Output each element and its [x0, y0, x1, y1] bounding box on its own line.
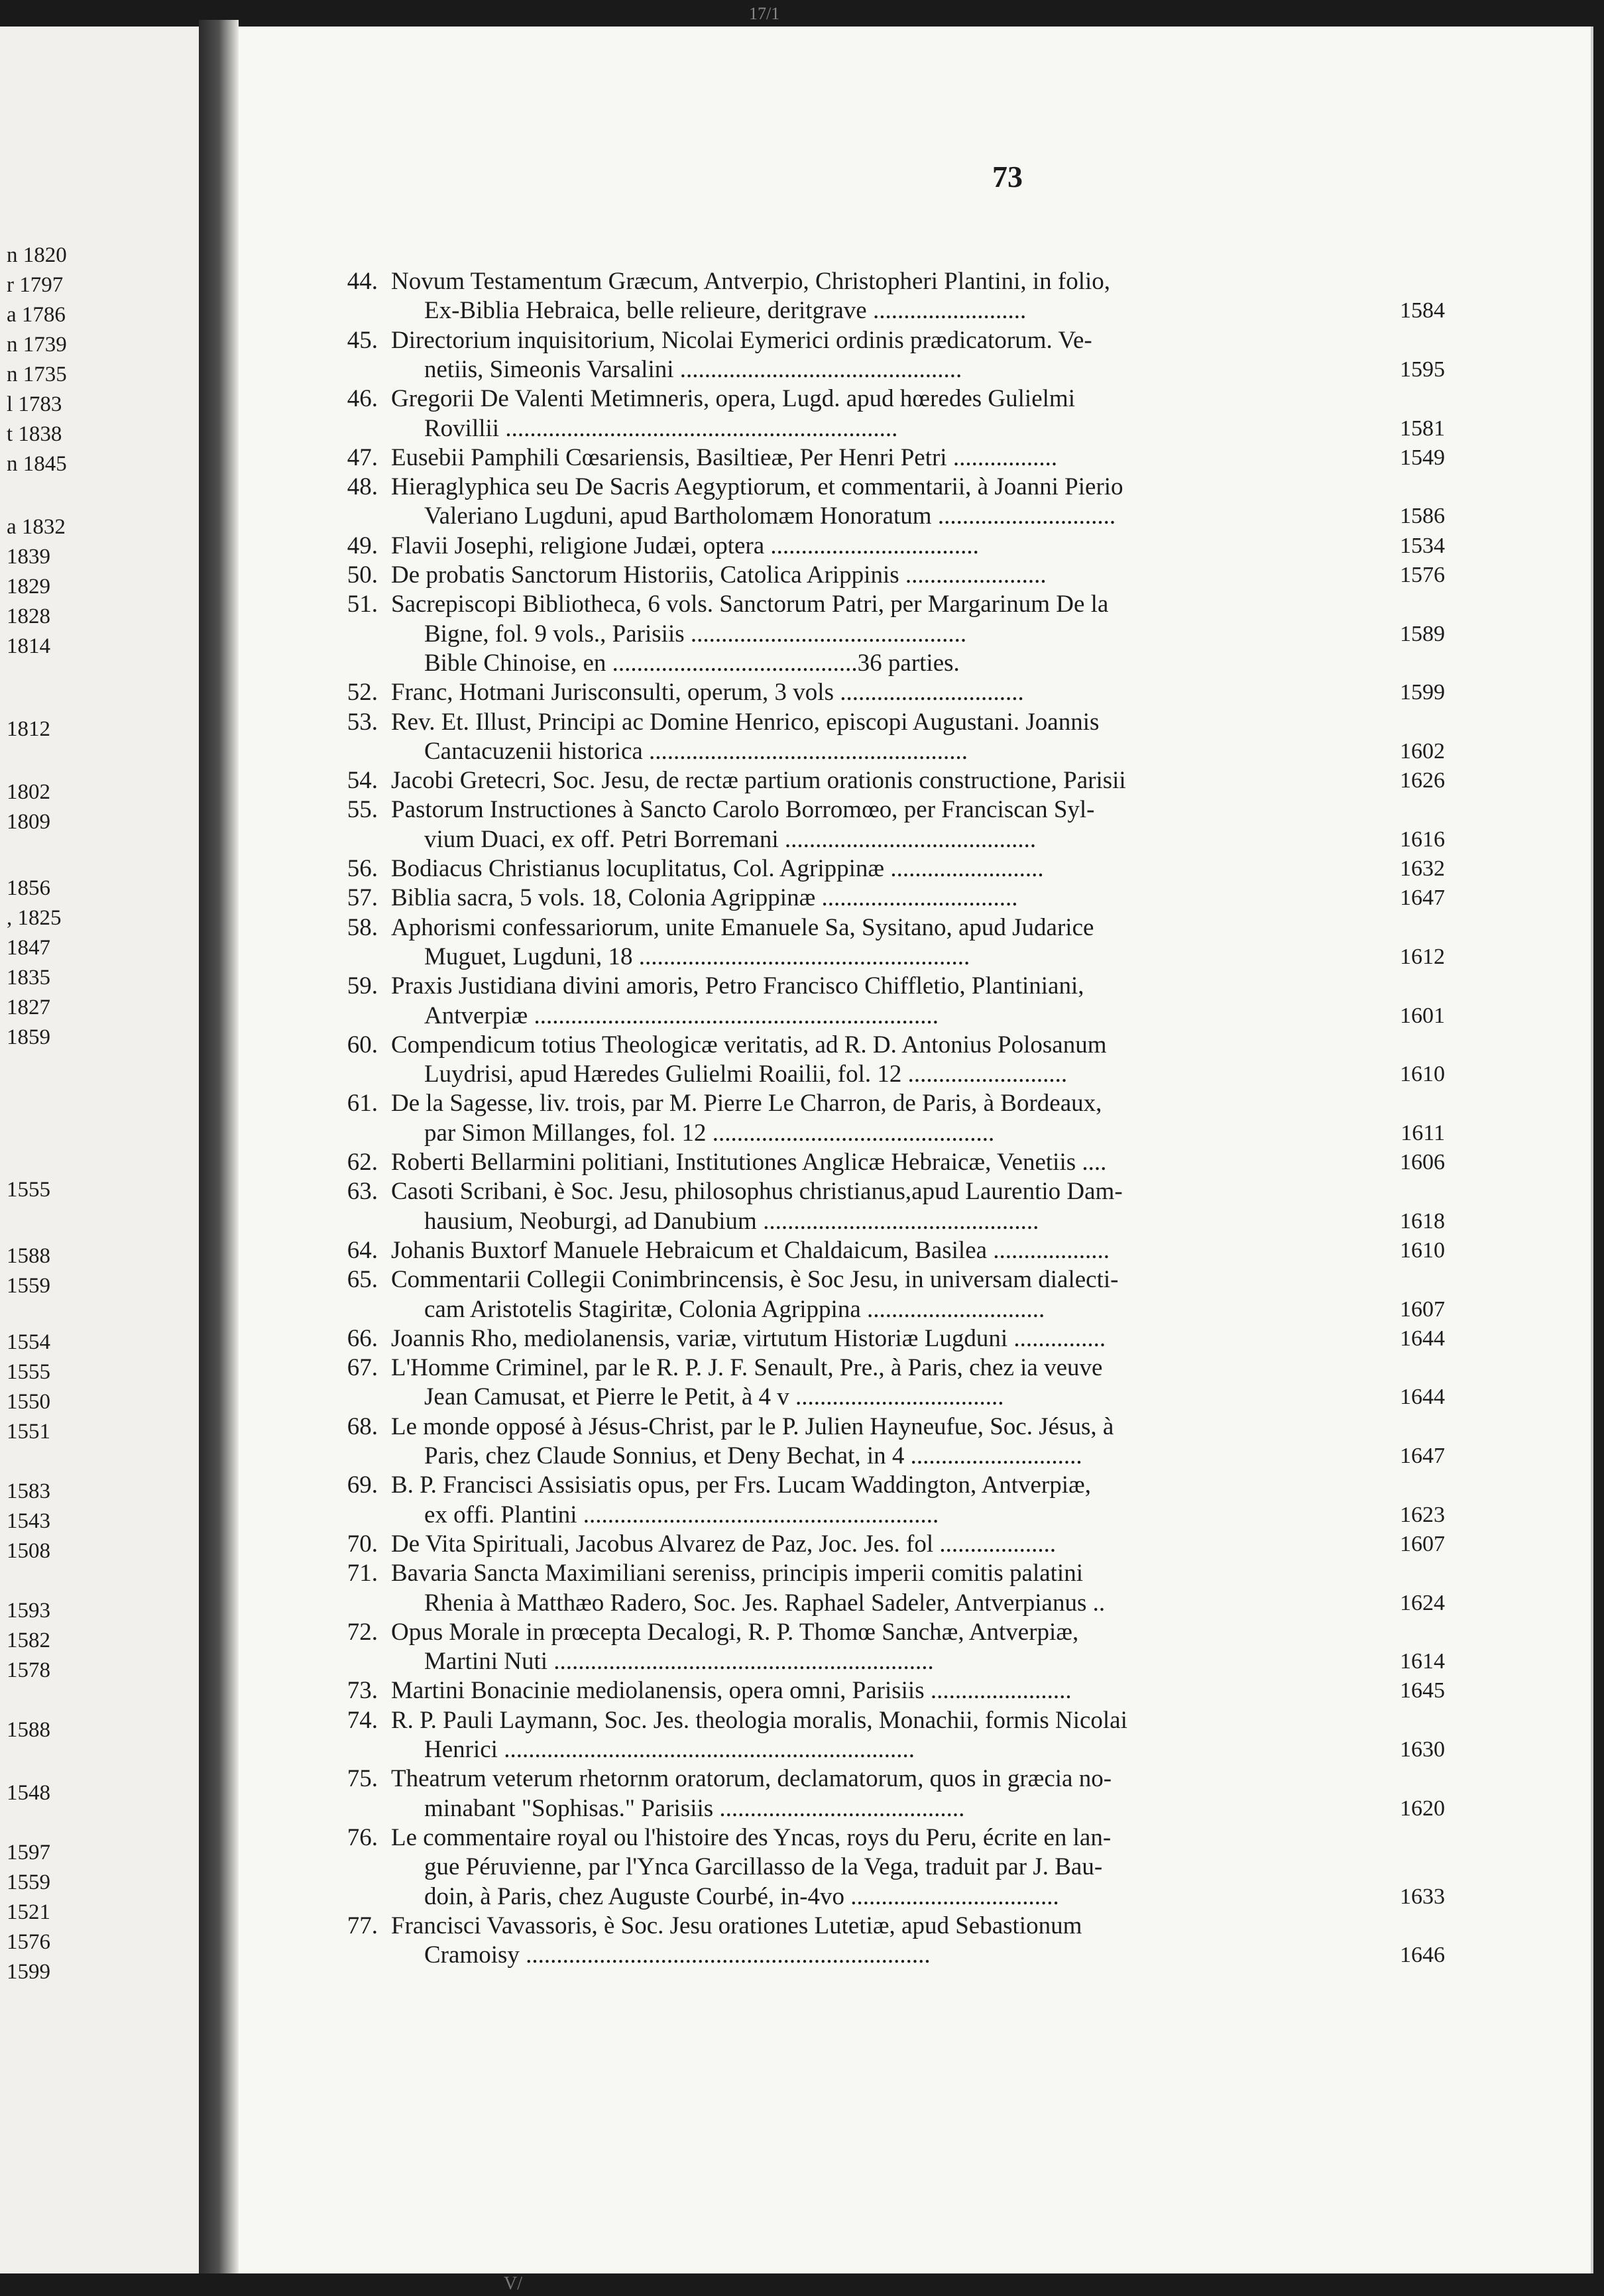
entry-number: 57.: [347, 884, 378, 911]
entry-text: Bible Chinoise, en ........................................36 parties.: [424, 650, 960, 677]
entry-text: Rovillii ................................................................: [424, 415, 898, 442]
left-margin-number: 1559: [7, 1870, 50, 1894]
catalogue-line: [239, 1118, 1591, 1149]
entry-text: R. P. Pauli Laymann, Soc. Jes. theologia moralis, Monachii, formis Nicolai: [391, 1707, 1127, 1734]
catalogue-line: [239, 677, 1591, 708]
catalogue-line: [239, 1059, 1591, 1090]
entry-year: 1589: [1400, 622, 1445, 646]
entry-year: 1601: [1400, 1004, 1445, 1028]
catalogue-line: [239, 883, 1591, 913]
catalogue-line: [239, 1646, 1591, 1677]
catalogue-line: [239, 913, 1591, 943]
left-margin-number: 1829: [7, 575, 50, 599]
catalogue-line: [239, 1235, 1591, 1266]
entry-year: 1644: [1400, 1385, 1445, 1409]
entry-number: 59.: [347, 972, 378, 1000]
entry-text: Bigne, fol. 9 vols., Parisiis .............................................: [424, 620, 967, 648]
left-margin-number: n 1820: [7, 243, 67, 267]
entry-text: Directorium inquisitorium, Nicolai Eymerici ordinis prædicatorum. Ve-: [391, 327, 1092, 354]
left-margin-number: 1859: [7, 1025, 50, 1049]
left-margin-number: 1814: [7, 634, 50, 658]
catalogue-line: [239, 971, 1591, 1002]
entry-year: 1620: [1400, 1796, 1445, 1821]
entry-number: 70.: [347, 1530, 378, 1558]
entry-year: 1602: [1400, 739, 1445, 764]
catalogue-line: [239, 1735, 1591, 1765]
left-margin-number: t 1838: [7, 422, 62, 446]
entry-text: Eusebii Pamphili Cœsariensis, Basiltieæ, Per Henri Petri .................: [391, 444, 1058, 471]
left-margin-number: 1593: [7, 1599, 50, 1623]
catalogue-line: [239, 1794, 1591, 1824]
entry-text: De la Sagesse, liv. trois, par M. Pierre Le Charron, de Paris, à Bordeaux,: [391, 1090, 1102, 1117]
entry-number: 60.: [347, 1031, 378, 1059]
catalogue-line: [239, 1588, 1591, 1619]
catalogue-line: [239, 825, 1591, 855]
entry-year: 1623: [1400, 1503, 1445, 1527]
entry-text: ex offi. Plantini ..........................................................: [424, 1501, 939, 1528]
catalogue-line: [239, 501, 1591, 532]
entry-text: De probatis Sanctorum Historiis, Catolica Arippinis .......................: [391, 561, 1047, 589]
entry-text: Flavii Josephi, religione Judæi, optera ..................................: [391, 532, 979, 559]
entry-number: 45.: [347, 327, 378, 354]
entry-number: 68.: [347, 1413, 378, 1440]
catalogue-entries: [239, 27, 1591, 2273]
entry-year: 1610: [1400, 1238, 1445, 1263]
left-margin-number: 1548: [7, 1781, 50, 1805]
entry-number: 54.: [347, 767, 378, 794]
catalogue-line: [239, 560, 1591, 591]
catalogue-line: [239, 1441, 1591, 1471]
entry-text: Martini Bonacinie mediolanensis, opera omni, Parisiis .......................: [391, 1677, 1072, 1704]
entry-number: 69.: [347, 1471, 378, 1499]
scan-mark-top: 17/1: [749, 4, 780, 23]
right-page: [239, 27, 1593, 2273]
catalogue-line: [239, 1470, 1591, 1501]
left-margin-number: 1597: [7, 1841, 50, 1865]
catalogue-line: [239, 384, 1591, 414]
entry-number: 58.: [347, 914, 378, 941]
left-margin-number: 1583: [7, 1479, 50, 1503]
entry-year: 1647: [1400, 886, 1445, 910]
catalogue-line: [239, 266, 1591, 297]
catalogue-line: [239, 942, 1591, 972]
entry-number: 49.: [347, 532, 378, 559]
entry-number: 63.: [347, 1178, 378, 1205]
entry-number: 47.: [347, 444, 378, 471]
left-margin-number: a 1786: [7, 303, 66, 327]
entry-year: 1549: [1400, 445, 1445, 470]
entry-year: 1633: [1400, 1884, 1445, 1909]
catalogue-line: [239, 1412, 1591, 1442]
catalogue-line: [239, 795, 1591, 825]
entry-text: par Simon Millanges, fol. 12 ..............................................: [424, 1119, 995, 1147]
entry-year: 1584: [1400, 298, 1445, 323]
catalogue-line: [239, 766, 1591, 796]
entry-text: Bodiacus Christianus locuplitatus, Col. Agrippinæ .........................: [391, 855, 1044, 882]
entry-text: Franc, Hotmani Jurisconsulti, operum, 3 vols ..............................: [391, 679, 1024, 706]
left-margin-number: 1588: [7, 1718, 50, 1742]
entry-text: Theatrum veterum rhetornm oratorum, declamatorum, quos in græcia no-: [391, 1765, 1112, 1792]
entry-text: Casoti Scribani, è Soc. Jesu, philosophus christianus,apud Laurentio Dam-: [391, 1178, 1123, 1205]
entry-number: 73.: [347, 1677, 378, 1704]
catalogue-line: [239, 296, 1591, 326]
left-margin-number: n 1739: [7, 333, 67, 357]
entry-year: 1618: [1400, 1209, 1445, 1234]
catalogue-line: [239, 1382, 1591, 1412]
catalogue-line: [239, 1500, 1591, 1530]
entry-number: 61.: [347, 1090, 378, 1117]
entry-year: 1607: [1400, 1297, 1445, 1322]
entry-text: Antverpiæ ..................................................................: [424, 1002, 939, 1029]
entry-number: 71.: [347, 1560, 378, 1587]
catalogue-line: [239, 531, 1591, 561]
catalogue-line: [239, 1177, 1591, 1207]
catalogue-line: [239, 1705, 1591, 1736]
entry-text: L'Homme Criminel, par le R. P. J. F. Senault, Pre., à Paris, chez ia veuve: [391, 1354, 1103, 1381]
entry-year: 1599: [1400, 680, 1445, 705]
left-margin-number: n 1845: [7, 452, 67, 476]
catalogue-line: [239, 1764, 1591, 1794]
entry-text: gue Péruvienne, par l'Ynca Garcillasso de la Vega, traduit par J. Bau-: [424, 1853, 1103, 1880]
entry-year: 1611: [1401, 1121, 1445, 1145]
entry-text: minabant "Sophisas." Parisiis ........................................: [424, 1795, 965, 1822]
catalogue-line: [239, 1529, 1591, 1560]
entry-year: 1624: [1400, 1591, 1445, 1615]
left-margin-number: 1802: [7, 780, 50, 804]
entry-text: Roberti Bellarmini politiani, Institutiones Anglicæ Hebraicæ, Venetiis ....: [391, 1149, 1107, 1176]
entry-number: 51.: [347, 591, 378, 618]
entry-text: Martini Nuti ..............................................................: [424, 1648, 934, 1675]
entry-text: Sacrepiscopi Bibliotheca, 6 vols. Sanctorum Patri, per Margarinum De la: [391, 591, 1109, 618]
entry-text: Cramoisy ..................................................................: [424, 1941, 931, 1969]
entry-number: 52.: [347, 679, 378, 706]
entry-number: 55.: [347, 796, 378, 823]
entry-year: 1586: [1400, 504, 1445, 528]
catalogue-line: [239, 648, 1591, 679]
entry-number: 74.: [347, 1707, 378, 1734]
left-page-fragment: [0, 27, 199, 2273]
entry-year: 1632: [1400, 856, 1445, 881]
entry-year: 1626: [1400, 768, 1445, 793]
catalogue-line: [239, 619, 1591, 650]
left-margin-number: , 1825: [7, 906, 62, 930]
left-margin-number: 1599: [7, 1960, 50, 1984]
catalogue-line: [239, 1852, 1591, 1882]
entry-number: 44.: [347, 268, 378, 295]
entry-number: 64.: [347, 1237, 378, 1264]
catalogue-line: [239, 1324, 1591, 1354]
entry-number: 46.: [347, 385, 378, 412]
left-margin-number: n 1735: [7, 363, 67, 386]
catalogue-line: [239, 1294, 1591, 1325]
entry-text: Henrici ...................................................................: [424, 1736, 915, 1763]
entry-number: 65.: [347, 1266, 378, 1293]
left-margin-number: 1578: [7, 1658, 50, 1682]
entry-text: Biblia sacra, 5 vols. 18, Colonia Agrippinæ ................................: [391, 884, 1018, 911]
entry-text: Francisci Vavassoris, è Soc. Jesu orationes Lutetiæ, apud Sebastionum: [391, 1912, 1082, 1939]
entry-text: Opus Morale in prœcepta Decalogi, R. P. Thomœ Sanchæ, Antverpiæ,: [391, 1619, 1079, 1646]
entry-number: 72.: [347, 1619, 378, 1646]
entry-text: Praxis Justidiana divini amoris, Petro Francisco Chiffletio, Plantiniani,: [391, 972, 1084, 1000]
entry-text: B. P. Francisci Assisiatis opus, per Frs. Lucam Waddington, Antverpiæ,: [391, 1471, 1091, 1499]
left-margin-number: 1576: [7, 1930, 50, 1954]
left-margin-number: l 1783: [7, 392, 62, 416]
left-margin-number: 1847: [7, 936, 50, 960]
catalogue-line: [239, 1030, 1591, 1061]
entry-year: 1646: [1400, 1943, 1445, 1967]
left-margin-number: 1555: [7, 1360, 50, 1384]
entry-number: 76.: [347, 1824, 378, 1851]
entry-text: Gregorii De Valenti Metimneris, opera, Lugd. apud hœredes Gulielmi: [391, 385, 1075, 412]
entry-number: 53.: [347, 709, 378, 736]
left-margin-number: 1828: [7, 604, 50, 628]
entry-year: 1630: [1400, 1737, 1445, 1762]
book-gutter: [199, 20, 239, 2273]
entry-text: Le monde opposé à Jésus-Christ, par le P. Julien Hayneufue, Soc. Jésus, à: [391, 1413, 1114, 1440]
left-margin-number: 1543: [7, 1509, 50, 1533]
catalogue-line: [239, 1911, 1591, 1941]
left-margin-number: 1809: [7, 810, 50, 834]
catalogue-line: [239, 854, 1591, 884]
entry-text: Compendicum totius Theologicæ veritatis, ad R. D. Antonius Polosanum: [391, 1031, 1107, 1059]
entry-year: 1645: [1400, 1678, 1445, 1703]
left-margin-number: 1559: [7, 1274, 50, 1298]
catalogue-line: [239, 1676, 1591, 1706]
catalogue-line: [239, 325, 1591, 356]
entry-text: vium Duaci, ex off. Petri Borremani .........................................: [424, 826, 1037, 853]
entry-text: Hieraglyphica seu De Sacris Aegyptiorum, et commentarii, à Joanni Pierio: [391, 473, 1123, 500]
entry-text: Paris, chez Claude Sonnius, et Deny Bechat, in 4 ............................: [424, 1442, 1082, 1469]
left-margin-number: 1839: [7, 545, 50, 569]
left-margin-number: r 1797: [7, 273, 64, 297]
entry-text: netiis, Simeonis Varsalini ..............................................: [424, 356, 962, 383]
catalogue-line: [239, 1147, 1591, 1178]
entry-text: hausium, Neoburgi, ad Danubium .............................................: [424, 1208, 1039, 1235]
entry-number: 56.: [347, 855, 378, 882]
catalogue-line: [239, 1206, 1591, 1237]
entry-text: cam Aristotelis Stagiritæ, Colonia Agrippina .............................: [424, 1296, 1045, 1323]
entry-number: 75.: [347, 1765, 378, 1792]
catalogue-line: [239, 355, 1591, 385]
entry-text: Pastorum Instructiones à Sancto Carolo Borromœo, per Franciscan Syl-: [391, 796, 1095, 823]
entry-number: 66.: [347, 1325, 378, 1352]
left-margin-number: 1550: [7, 1390, 50, 1414]
entry-text: Jacobi Gretecri, Soc. Jesu, de rectæ partium orationis constructione, Parisii: [391, 767, 1126, 794]
entry-text: Bavaria Sancta Maximiliani sereniss, principis imperii comitis palatini: [391, 1560, 1083, 1587]
entry-text: Ex-Biblia Hebraica, belle relieure, deritgrave .........................: [424, 297, 1027, 324]
entry-year: 1607: [1400, 1532, 1445, 1556]
left-margin-number: 1835: [7, 966, 50, 990]
entry-year: 1612: [1400, 945, 1445, 969]
entry-text: Rev. Et. Illust, Principi ac Domine Henrico, episcopi Augustani. Joannis: [391, 709, 1100, 736]
entry-year: 1606: [1400, 1150, 1445, 1175]
entry-text: Rhenia à Matthæo Radero, Soc. Jes. Raphael Sadeler, Antverpianus ..: [424, 1589, 1106, 1617]
entry-year: 1616: [1400, 827, 1445, 852]
entry-text: doin, à Paris, chez Auguste Courbé, in-4vo ..................................: [424, 1883, 1059, 1910]
entry-text: De Vita Spirituali, Jacobus Alvarez de Paz, Joc. Jes. fol ...................: [391, 1530, 1057, 1558]
catalogue-line: [239, 414, 1591, 444]
entry-number: 48.: [347, 473, 378, 500]
catalogue-line: [239, 472, 1591, 502]
entry-text: Johanis Buxtorf Manuele Hebraicum et Chaldaicum, Basilea ...................: [391, 1237, 1110, 1264]
left-margin-number: 1554: [7, 1330, 50, 1354]
catalogue-line: [239, 1617, 1591, 1648]
catalogue-line: [239, 589, 1591, 620]
left-margin-number: 1582: [7, 1629, 50, 1652]
entry-number: 77.: [347, 1912, 378, 1939]
catalogue-line: [239, 1558, 1591, 1589]
entry-number: 62.: [347, 1149, 378, 1176]
catalogue-line: [239, 1882, 1591, 1912]
entry-year: 1610: [1400, 1062, 1445, 1086]
catalogue-line: [239, 736, 1591, 767]
entry-text: Jean Camusat, et Pierre le Petit, à 4 v ..................................: [424, 1383, 1004, 1410]
entry-text: Aphorismi confessariorum, unite Emanuele Sa, Sysitano, apud Judarice: [391, 914, 1094, 941]
left-margin-number: 1551: [7, 1420, 50, 1444]
catalogue-line: [239, 443, 1591, 473]
entry-year: 1581: [1400, 416, 1445, 441]
entry-year: 1644: [1400, 1326, 1445, 1351]
catalogue-line: [239, 1353, 1591, 1383]
left-margin-number: 1856: [7, 876, 50, 900]
left-margin-number: 1827: [7, 996, 50, 1019]
entry-text: Valeriano Lugduni, apud Bartholomæm Honoratum .............................: [424, 502, 1116, 530]
left-margin-number: 1508: [7, 1539, 50, 1563]
entry-text: Commentarii Collegii Conimbrincensis, è Soc Jesu, in universam dialecti-: [391, 1266, 1119, 1293]
entry-text: Joannis Rho, mediolanensis, variæ, virtutum Historiæ Lugduni ...............: [391, 1325, 1106, 1352]
entry-text: Novum Testamentum Græcum, Antverpio, Christopheri Plantini, in folio,: [391, 268, 1111, 295]
catalogue-line: [239, 707, 1591, 738]
entry-year: 1534: [1400, 534, 1445, 558]
page-number: 73: [992, 160, 1023, 194]
catalogue-line: [239, 1823, 1591, 1853]
entry-number: 67.: [347, 1354, 378, 1381]
left-margin-number: 1555: [7, 1178, 50, 1202]
left-margin-number: a 1832: [7, 515, 66, 539]
catalogue-line: [239, 1940, 1591, 1971]
catalogue-line: [239, 1001, 1591, 1031]
catalogue-line: [239, 1088, 1591, 1119]
entry-year: 1595: [1400, 357, 1445, 382]
left-margin-number: 1521: [7, 1900, 50, 1924]
entry-text: Luydrisi, apud Hæredes Gulielmi Roailii, fol. 12 ..........................: [424, 1061, 1068, 1088]
catalogue-line: [239, 1265, 1591, 1295]
entry-text: Cantacuzenii historica ....................................................: [424, 738, 968, 765]
entry-text: Muguet, Lugduni, 18 ......................................................: [424, 943, 970, 970]
entry-year: 1576: [1400, 563, 1445, 587]
entry-text: Le commentaire royal ou l'histoire des Yncas, roys du Peru, écrite en lan-: [391, 1824, 1112, 1851]
left-margin-number: 1588: [7, 1244, 50, 1268]
entry-year: 1614: [1400, 1649, 1445, 1674]
scan-mark-bottom: V/: [504, 2273, 522, 2294]
entry-number: 50.: [347, 561, 378, 589]
entry-year: 1647: [1400, 1444, 1445, 1468]
left-margin-number: 1812: [7, 717, 50, 741]
